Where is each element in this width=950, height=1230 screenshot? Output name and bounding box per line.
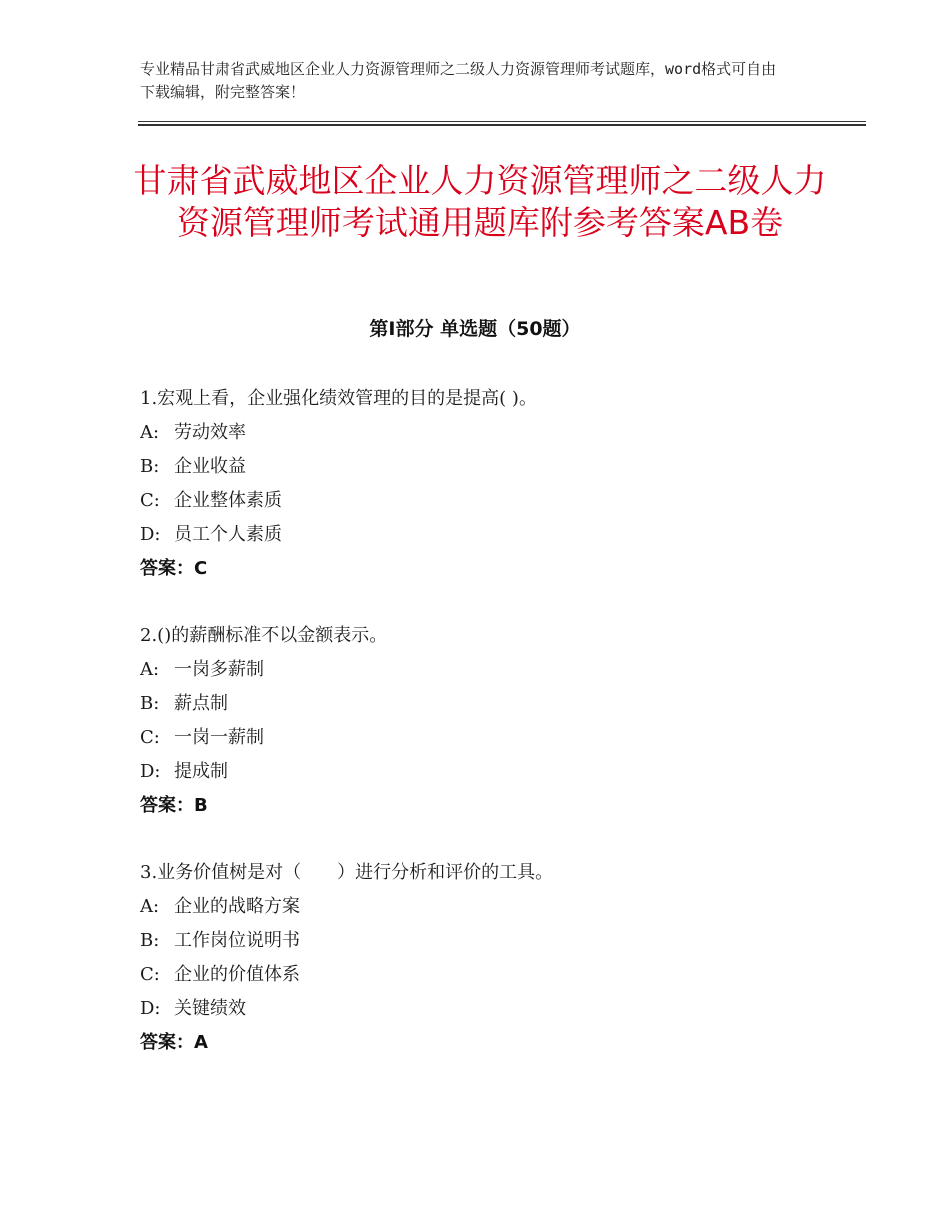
option-b	[140, 924, 860, 958]
option-d	[140, 518, 860, 552]
document-title: 甘肃省武威地区企业人力资源管理师之二级人力资源管理师考试通用题库附参考答案AB卷	[133, 161, 827, 242]
header-note: 专业精品甘肃省武威地区企业人力资源管理师之二级人力资源管理师考试题库，word格式可自由下载编辑，附完整答案！	[140, 60, 777, 101]
option-a	[140, 416, 860, 450]
option-key: D:	[140, 998, 161, 1019]
option-c	[140, 958, 860, 992]
question-stem: 2.()的薪酬标准不以金额表示。	[140, 625, 388, 646]
option-text: 企业收益	[174, 456, 246, 477]
option-key: B:	[140, 693, 160, 714]
option-text: 关键绩效	[174, 998, 246, 1019]
header-rule-thin	[138, 121, 866, 122]
option-text: 提成制	[174, 761, 228, 782]
option-c	[140, 484, 860, 518]
option-key: B:	[140, 456, 160, 477]
option-text: 企业整体素质	[174, 490, 282, 511]
option-a	[140, 890, 860, 924]
option-d	[140, 992, 860, 1026]
option-key: C:	[140, 490, 160, 511]
option-key: B:	[140, 930, 160, 951]
question-2	[140, 619, 860, 823]
option-text: 劳动效率	[174, 422, 246, 443]
option-b	[140, 450, 860, 484]
option-text: 企业的价值体系	[174, 964, 300, 985]
question-3	[140, 856, 860, 1060]
option-key: C:	[140, 964, 160, 985]
option-key: A:	[140, 896, 160, 917]
section-heading: 第Ⅰ部分 单选题（50题）	[369, 318, 581, 340]
option-d	[140, 755, 860, 789]
option-key: A:	[140, 422, 160, 443]
option-key: C:	[140, 727, 160, 748]
question-list	[140, 382, 860, 1093]
header-rule-thick	[138, 124, 866, 126]
question-1	[140, 382, 860, 586]
option-b	[140, 687, 860, 721]
option-text: 薪点制	[174, 693, 228, 714]
answer: 答案：B	[140, 795, 208, 816]
option-text: 工作岗位说明书	[174, 930, 300, 951]
option-key: D:	[140, 761, 161, 782]
option-text: 一岗一薪制	[174, 727, 264, 748]
option-text: 员工个人素质	[174, 524, 282, 545]
option-text: 企业的战略方案	[174, 896, 300, 917]
answer: 答案：C	[140, 558, 208, 579]
option-a	[140, 653, 860, 687]
option-key: D:	[140, 524, 161, 545]
option-text: 一岗多薪制	[174, 659, 264, 680]
question-stem: 1.宏观上看，企业强化绩效管理的目的是提高( )。	[140, 388, 537, 409]
answer: 答案：A	[140, 1032, 208, 1053]
option-key: A:	[140, 659, 160, 680]
question-stem: 3.业务价值树是对（ ）进行分析和评价的工具。	[140, 862, 554, 883]
option-c	[140, 721, 860, 755]
